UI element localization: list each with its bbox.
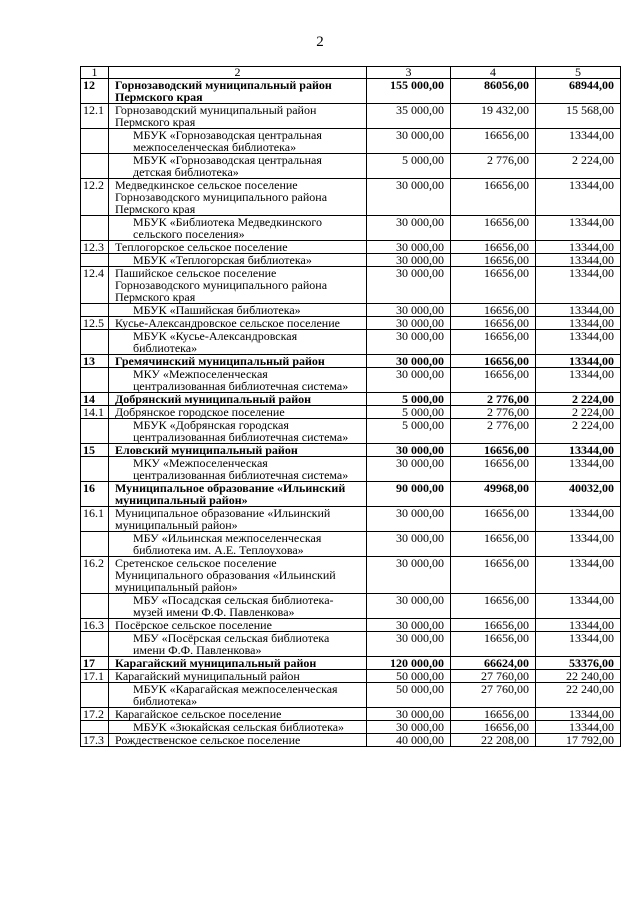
row-number-cell <box>81 683 109 708</box>
row-name-cell: Добрянский муниципальный район <box>109 393 367 406</box>
row-number-cell: 15 <box>81 444 109 457</box>
table-row <box>81 457 621 482</box>
budget-table <box>80 66 621 747</box>
row-name-cell: Сретенское сельское поселение Муниципального образования «Ильинский муниципальный район» <box>109 557 367 594</box>
row-name-cell: Медведкинское сельское поселение Горнозаводского муниципального района Пермского края <box>109 179 367 216</box>
amount-total-cell: 50 000,00 <box>367 670 451 683</box>
amount-total-cell: 155 000,00 <box>367 79 451 104</box>
row-number-cell: 12.2 <box>81 179 109 216</box>
row-number-cell: 17.1 <box>81 670 109 683</box>
row-name-cell: Горнозаводский муниципальный район Пермского края <box>109 79 367 104</box>
amount-col5-cell: 2 224,00 <box>536 154 621 179</box>
row-number-cell: 17 <box>81 657 109 670</box>
table-row <box>81 721 621 734</box>
table-row <box>81 216 621 241</box>
amount-total-cell: 30 000,00 <box>367 368 451 393</box>
table-row <box>81 683 621 708</box>
amount-col5-cell: 13344,00 <box>536 507 621 532</box>
amount-col4-cell: 16656,00 <box>451 129 536 154</box>
amount-col4-cell: 16656,00 <box>451 304 536 317</box>
row-name-cell: МБУК «Горнозаводская центральная детская библиотека» <box>109 154 367 179</box>
amount-total-cell: 30 000,00 <box>367 444 451 457</box>
amount-col5-cell: 13344,00 <box>536 129 621 154</box>
row-number-cell <box>81 632 109 657</box>
table-row <box>81 304 621 317</box>
amount-col5-cell: 13344,00 <box>536 708 621 721</box>
table-row <box>81 708 621 721</box>
row-name-cell: Карагайский муниципальный район <box>109 657 367 670</box>
table-row <box>81 254 621 267</box>
amount-total-cell: 30 000,00 <box>367 507 451 532</box>
row-number-cell <box>81 532 109 557</box>
row-name-cell: МБУ «Посадская сельская библиотека-музей имени Ф.Ф. Павленкова» <box>109 594 367 619</box>
amount-col4-cell: 27 760,00 <box>451 670 536 683</box>
amount-total-cell: 30 000,00 <box>367 216 451 241</box>
row-number-cell: 12.1 <box>81 104 109 129</box>
row-name-cell: Карагайское сельское поселение <box>109 708 367 721</box>
amount-col5-cell: 13344,00 <box>536 532 621 557</box>
amount-total-cell: 120 000,00 <box>367 657 451 670</box>
amount-col5-cell: 22 240,00 <box>536 670 621 683</box>
table-row <box>81 619 621 632</box>
table-row <box>81 154 621 179</box>
row-number-cell: 14.1 <box>81 406 109 419</box>
amount-col5-cell: 13344,00 <box>536 721 621 734</box>
amount-total-cell: 30 000,00 <box>367 317 451 330</box>
row-name-cell: Карагайский муниципальный район <box>109 670 367 683</box>
row-number-cell <box>81 368 109 393</box>
table-row <box>81 104 621 129</box>
amount-total-cell: 50 000,00 <box>367 683 451 708</box>
amount-col5-cell: 13344,00 <box>536 619 621 632</box>
table-row <box>81 594 621 619</box>
row-number-cell: 16.1 <box>81 507 109 532</box>
amount-col4-cell: 16656,00 <box>451 317 536 330</box>
table-row <box>81 482 621 507</box>
table-row <box>81 241 621 254</box>
row-number-cell <box>81 721 109 734</box>
amount-total-cell: 30 000,00 <box>367 254 451 267</box>
amount-col4-cell: 16656,00 <box>451 557 536 594</box>
amount-col5-cell: 13344,00 <box>536 317 621 330</box>
table-row <box>81 179 621 216</box>
row-name-cell: Еловский муниципальный район <box>109 444 367 457</box>
amount-total-cell: 30 000,00 <box>367 619 451 632</box>
row-name-cell: Рождественское сельское поселение <box>109 734 367 747</box>
amount-total-cell: 5 000,00 <box>367 419 451 444</box>
table-row <box>81 532 621 557</box>
row-number-cell: 12 <box>81 79 109 104</box>
row-number-cell <box>81 594 109 619</box>
amount-col5-cell: 13344,00 <box>536 355 621 368</box>
row-number-cell <box>81 254 109 267</box>
table-row <box>81 419 621 444</box>
amount-col5-cell: 68944,00 <box>536 79 621 104</box>
row-number-cell <box>81 419 109 444</box>
row-name-cell: Теплогорское сельское поселение <box>109 241 367 254</box>
amount-col4-cell: 16656,00 <box>451 721 536 734</box>
row-number-cell <box>81 457 109 482</box>
amount-col5-cell: 17 792,00 <box>536 734 621 747</box>
amount-total-cell: 30 000,00 <box>367 241 451 254</box>
amount-col4-cell: 16656,00 <box>451 532 536 557</box>
amount-total-cell: 40 000,00 <box>367 734 451 747</box>
amount-total-cell: 30 000,00 <box>367 721 451 734</box>
row-name-cell: МБУК «Зюкайская сельская библиотека» <box>109 721 367 734</box>
amount-col4-cell: 16656,00 <box>451 254 536 267</box>
row-number-cell: 12.3 <box>81 241 109 254</box>
row-number-cell: 12.5 <box>81 317 109 330</box>
amount-col5-cell: 2 224,00 <box>536 406 621 419</box>
column-header: 2 <box>109 67 367 79</box>
amount-col4-cell: 16656,00 <box>451 619 536 632</box>
amount-col5-cell: 13344,00 <box>536 457 621 482</box>
row-name-cell: МБУК «Добрянская городская централизованная библиотечная система» <box>109 419 367 444</box>
amount-col4-cell: 16656,00 <box>451 368 536 393</box>
table-row <box>81 670 621 683</box>
row-name-cell: Добрянское городское поселение <box>109 406 367 419</box>
amount-col4-cell: 22 208,00 <box>451 734 536 747</box>
amount-col4-cell: 16656,00 <box>451 708 536 721</box>
amount-col4-cell: 16656,00 <box>451 267 536 304</box>
amount-total-cell: 30 000,00 <box>367 330 451 355</box>
page-number: 2 <box>316 34 324 50</box>
amount-col4-cell: 16656,00 <box>451 507 536 532</box>
amount-col4-cell: 16656,00 <box>451 594 536 619</box>
row-number-cell: 13 <box>81 355 109 368</box>
amount-total-cell: 30 000,00 <box>367 632 451 657</box>
amount-col4-cell: 2 776,00 <box>451 154 536 179</box>
amount-col4-cell: 27 760,00 <box>451 683 536 708</box>
row-number-cell: 17.3 <box>81 734 109 747</box>
amount-col5-cell: 15 568,00 <box>536 104 621 129</box>
amount-col4-cell: 49968,00 <box>451 482 536 507</box>
column-header: 4 <box>451 67 536 79</box>
amount-col4-cell: 16656,00 <box>451 330 536 355</box>
row-number-cell <box>81 304 109 317</box>
amount-col5-cell: 22 240,00 <box>536 683 621 708</box>
table-row <box>81 632 621 657</box>
amount-col5-cell: 13344,00 <box>536 444 621 457</box>
amount-col5-cell: 13344,00 <box>536 557 621 594</box>
row-name-cell: Горнозаводский муниципальный район Пермского края <box>109 104 367 129</box>
column-header: 1 <box>81 67 109 79</box>
amount-col5-cell: 2 224,00 <box>536 393 621 406</box>
amount-total-cell: 5 000,00 <box>367 154 451 179</box>
row-name-cell: Пашийское сельское поселение Горнозаводского муниципального района Пермского края <box>109 267 367 304</box>
table-row <box>81 368 621 393</box>
amount-col5-cell: 13344,00 <box>536 632 621 657</box>
amount-col4-cell: 19 432,00 <box>451 104 536 129</box>
amount-col4-cell: 2 776,00 <box>451 393 536 406</box>
amount-col5-cell: 53376,00 <box>536 657 621 670</box>
table-header-row <box>81 67 621 79</box>
table-row <box>81 406 621 419</box>
amount-col4-cell: 16656,00 <box>451 355 536 368</box>
row-name-cell: МБУК «Карагайская межпоселенческая библиотека» <box>109 683 367 708</box>
row-number-cell: 16 <box>81 482 109 507</box>
table-row <box>81 507 621 532</box>
row-number-cell: 14 <box>81 393 109 406</box>
amount-col5-cell: 13344,00 <box>536 594 621 619</box>
amount-col5-cell: 13344,00 <box>536 216 621 241</box>
amount-col5-cell: 13344,00 <box>536 330 621 355</box>
amount-total-cell: 30 000,00 <box>367 457 451 482</box>
amount-total-cell: 30 000,00 <box>367 304 451 317</box>
amount-col5-cell: 13344,00 <box>536 267 621 304</box>
amount-total-cell: 30 000,00 <box>367 129 451 154</box>
row-name-cell: МКУ «Межпоселенческая централизованная библиотечная система» <box>109 368 367 393</box>
amount-total-cell: 30 000,00 <box>367 355 451 368</box>
row-name-cell: МБУ «Ильинская межпоселенческая библиотека им. А.Е. Теплоухова» <box>109 532 367 557</box>
amount-total-cell: 90 000,00 <box>367 482 451 507</box>
row-name-cell: Муниципальное образование «Ильинский муниципальный район» <box>109 482 367 507</box>
row-number-cell: 16.2 <box>81 557 109 594</box>
table-row <box>81 557 621 594</box>
amount-col5-cell: 13344,00 <box>536 304 621 317</box>
table-row <box>81 129 621 154</box>
column-header: 5 <box>536 67 621 79</box>
row-name-cell: МКУ «Межпоселенческая централизованная библиотечная система» <box>109 457 367 482</box>
table-row <box>81 355 621 368</box>
amount-total-cell: 30 000,00 <box>367 594 451 619</box>
table-row <box>81 267 621 304</box>
row-name-cell: МБУК «Кусье-Александровская библиотека» <box>109 330 367 355</box>
column-header: 3 <box>367 67 451 79</box>
amount-col4-cell: 16656,00 <box>451 241 536 254</box>
row-name-cell: МБУК «Горнозаводская центральная межпоселенческая библиотека» <box>109 129 367 154</box>
row-number-cell <box>81 154 109 179</box>
table-row <box>81 79 621 104</box>
amount-col4-cell: 2 776,00 <box>451 406 536 419</box>
amount-col4-cell: 16656,00 <box>451 216 536 241</box>
amount-col5-cell: 13344,00 <box>536 241 621 254</box>
amount-total-cell: 30 000,00 <box>367 532 451 557</box>
amount-total-cell: 35 000,00 <box>367 104 451 129</box>
table-row <box>81 444 621 457</box>
row-name-cell: МБУК «Теплогорская библиотека» <box>109 254 367 267</box>
amount-col4-cell: 66624,00 <box>451 657 536 670</box>
table-row <box>81 330 621 355</box>
amount-col5-cell: 13344,00 <box>536 254 621 267</box>
row-name-cell: Посёрское сельское поселение <box>109 619 367 632</box>
row-number-cell: 17.2 <box>81 708 109 721</box>
row-name-cell: МБУК «Библиотека Медведкинского сельского поселения» <box>109 216 367 241</box>
amount-col4-cell: 16656,00 <box>451 632 536 657</box>
amount-col5-cell: 13344,00 <box>536 179 621 216</box>
amount-total-cell: 30 000,00 <box>367 557 451 594</box>
row-number-cell <box>81 330 109 355</box>
amount-col5-cell: 40032,00 <box>536 482 621 507</box>
amount-col4-cell: 16656,00 <box>451 179 536 216</box>
table-row <box>81 393 621 406</box>
amount-col4-cell: 2 776,00 <box>451 419 536 444</box>
amount-col5-cell: 2 224,00 <box>536 419 621 444</box>
table-row <box>81 657 621 670</box>
table-row <box>81 734 621 747</box>
row-number-cell <box>81 129 109 154</box>
row-name-cell: Муниципальное образование «Ильинский муниципальный район» <box>109 507 367 532</box>
amount-total-cell: 5 000,00 <box>367 406 451 419</box>
table-row <box>81 317 621 330</box>
row-number-cell <box>81 216 109 241</box>
amount-col4-cell: 86056,00 <box>451 79 536 104</box>
row-name-cell: Гремячинский муниципальный район <box>109 355 367 368</box>
amount-col5-cell: 13344,00 <box>536 368 621 393</box>
amount-col4-cell: 16656,00 <box>451 457 536 482</box>
amount-total-cell: 5 000,00 <box>367 393 451 406</box>
row-number-cell: 12.4 <box>81 267 109 304</box>
row-number-cell: 16.3 <box>81 619 109 632</box>
row-name-cell: МБУ «Посёрская сельская библиотека имени Ф.Ф. Павленкова» <box>109 632 367 657</box>
row-name-cell: МБУК «Пашийская библиотека» <box>109 304 367 317</box>
amount-total-cell: 30 000,00 <box>367 267 451 304</box>
amount-col4-cell: 16656,00 <box>451 444 536 457</box>
row-name-cell: Кусье-Александровское сельское поселение <box>109 317 367 330</box>
amount-total-cell: 30 000,00 <box>367 179 451 216</box>
amount-total-cell: 30 000,00 <box>367 708 451 721</box>
